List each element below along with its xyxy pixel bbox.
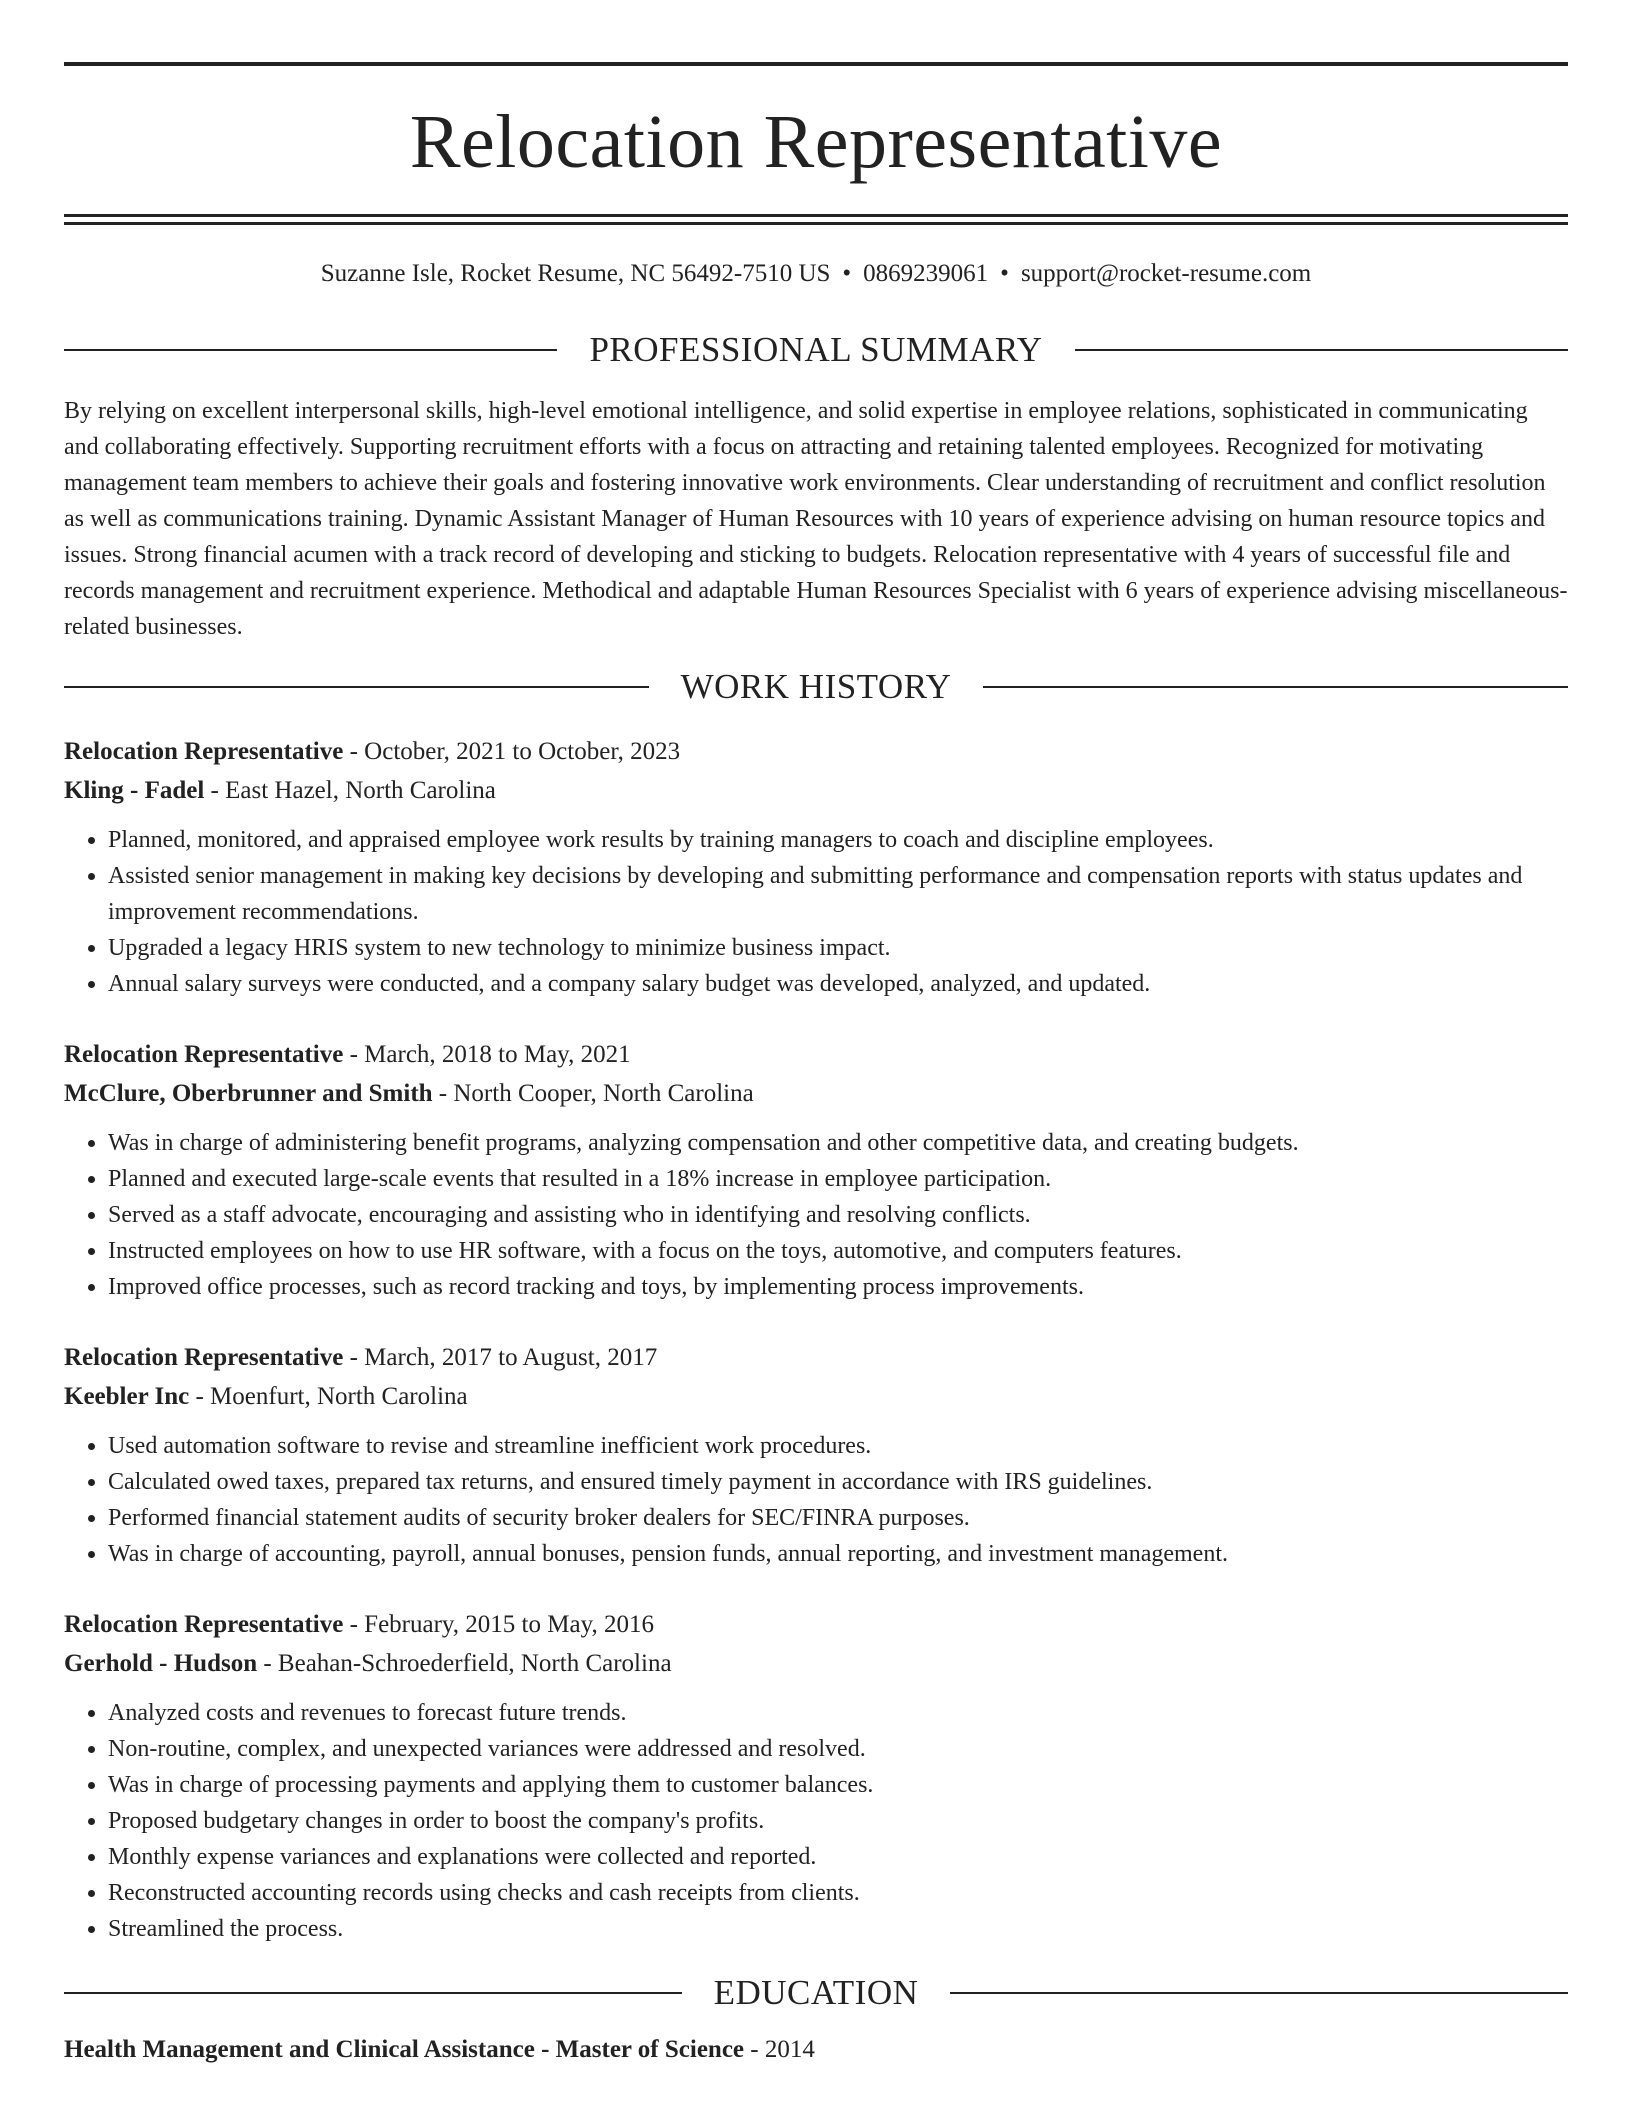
job-dates: - October, 2021 to October, 2023 [343, 738, 681, 765]
contact-email[interactable]: support@rocket-resume.com [1020, 260, 1312, 287]
job-title-line [64, 1338, 1568, 1377]
job-location: - North Cooper, North Carolina [432, 1080, 754, 1107]
job-entry [64, 1035, 1568, 1305]
contact-separator: • [1000, 260, 1009, 287]
job-bullets [64, 1125, 1568, 1305]
job-dates: - March, 2018 to May, 2021 [343, 1041, 631, 1068]
work-history-heading-label: WORK HISTORY [680, 667, 952, 706]
job-list [64, 732, 1568, 1947]
heading-rule-right [950, 1992, 1568, 1994]
heading-rule-right [983, 686, 1568, 688]
summary-heading [64, 332, 1568, 367]
job-bullet: • Analyzed costs and revenues to forecast future trends. [108, 1695, 1568, 1731]
job-bullet: • Planned, monitored, and appraised employee work results by training managers to coach and discipline employees. [108, 822, 1568, 858]
education-heading [64, 1975, 1568, 2010]
header-double-rule [64, 214, 1568, 225]
job-bullet: • Streamlined the process. [108, 1911, 1568, 1947]
job-title: Relocation Representative [64, 1041, 344, 1068]
education-degree: Health Management and Clinical Assistance - Master of Science [64, 2036, 745, 2063]
job-bullet: • Upgraded a legacy HRIS system to new technology to minimize business impact. [108, 930, 1568, 966]
job-entry [64, 732, 1568, 1002]
job-entry [64, 1605, 1568, 1947]
job-bullet: • Improved office processes, such as record tracking and toys, by implementing process improvements. [108, 1269, 1568, 1305]
job-bullets [64, 1428, 1568, 1572]
job-bullet: • Calculated owed taxes, prepared tax returns, and ensured timely payment in accordance with IRS guidelines. [108, 1464, 1568, 1500]
job-company-line [64, 1644, 1568, 1683]
job-bullet: • Planned and executed large-scale events that resulted in a 18% increase in employee participation. [108, 1161, 1568, 1197]
job-company-line [64, 771, 1568, 810]
job-company-line [64, 1074, 1568, 1113]
heading-rule-left [64, 1992, 682, 1994]
job-company: McClure, Oberbrunner and Smith [64, 1080, 433, 1107]
summary-heading-label: PROFESSIONAL SUMMARY [589, 330, 1043, 369]
job-title-line [64, 732, 1568, 771]
job-bullet: • Reconstructed accounting records using checks and cash receipts from clients. [108, 1875, 1568, 1911]
job-location: - Moenfurt, North Carolina [189, 1383, 468, 1410]
job-bullet: • Used automation software to revise and streamline inefficient work procedures. [108, 1428, 1568, 1464]
heading-rule-left [64, 686, 649, 688]
heading-rule-left [64, 349, 557, 351]
job-dates: - February, 2015 to May, 2016 [343, 1611, 654, 1638]
job-bullet: • Assisted senior management in making key decisions by developing and submitting performance and compensation reports with status updates and improvement recommendations. [108, 858, 1568, 930]
work-history-heading [64, 669, 1568, 704]
job-bullet: • Annual salary surveys were conducted, and a company salary budget was developed, analyzed, and updated. [108, 966, 1568, 1002]
job-bullet: • Non-routine, complex, and unexpected variances were addressed and resolved. [108, 1731, 1568, 1767]
job-title-line [64, 1035, 1568, 1074]
contact-address: Suzanne Isle, Rocket Resume, NC 56492-7510 US [320, 260, 831, 287]
job-location: - Beahan-Schroederfield, North Carolina [257, 1650, 672, 1677]
job-location: - East Hazel, North Carolina [204, 777, 496, 804]
job-bullet: • Was in charge of processing payments and applying them to customer balances. [108, 1767, 1568, 1803]
contact-phone: 0869239061 [863, 260, 989, 287]
job-company-line [64, 1377, 1568, 1416]
heading-rule-right [1075, 349, 1568, 351]
job-title-line [64, 1605, 1568, 1644]
contact-separator: • [842, 260, 852, 287]
education-heading-label: EDUCATION [713, 1973, 919, 2012]
job-title: Relocation Representative [64, 1344, 344, 1371]
job-bullets [64, 822, 1568, 1002]
job-company: Keebler Inc [64, 1383, 190, 1410]
resume-title: Relocation Representative [409, 100, 1223, 184]
job-bullets [64, 1695, 1568, 1947]
job-company: Kling - Fadel [64, 777, 205, 804]
job-bullet: • Served as a staff advocate, encouraging and assisting who in identifying and resolving conflicts. [108, 1197, 1568, 1233]
job-bullet: • Was in charge of administering benefit programs, analyzing compensation and other competitive data, and creating budgets. [108, 1125, 1568, 1161]
contact-line [64, 261, 1568, 286]
job-bullet: • Monthly expense variances and explanations were collected and reported. [108, 1839, 1568, 1875]
header-top-rule [64, 62, 1568, 66]
job-bullet: • Performed financial statement audits of security broker dealers for SEC/FINRA purposes. [108, 1500, 1568, 1536]
job-bullet: • Instructed employees on how to use HR software, with a focus on the toys, automotive, and computers features. [108, 1233, 1568, 1269]
job-bullet: • Was in charge of accounting, payroll, annual bonuses, pension funds, annual reporting, and investment management. [108, 1536, 1568, 1572]
job-dates: - March, 2017 to August, 2017 [343, 1344, 658, 1371]
education-year: - 2014 [744, 2036, 815, 2063]
job-title: Relocation Representative [64, 738, 344, 765]
job-bullet: • Proposed budgetary changes in order to boost the company's profits. [108, 1803, 1568, 1839]
job-company: Gerhold - Hudson [64, 1650, 258, 1677]
job-entry [64, 1338, 1568, 1572]
job-title: Relocation Representative [64, 1611, 344, 1638]
education-entry [64, 2032, 1568, 2068]
summary-text: By relying on excellent interpersonal skills, high-level emotional intelligence, and solid expertise in employee relations, sophisticated in communicating and collaborating effectively. Supporting recruitment efforts with a focus on attracting and retaining talented employees. Recognized for motivating management team members to achieve their goals and fostering innovative work environments. Clear understanding of recruitment and conflict resolution as well as communications training. Dynamic Assistant Manager of Human Resources with 10 years of experience advising on human resource topics and issues. Strong financial acumen with a track record of developing and sticking to budgets. Relocation representative with 4 years of successful file and records management and recruitment experience. Methodical and adaptable Human Resources Specialist with 6 years of experience advising miscellaneous-related businesses. [64, 398, 1568, 640]
